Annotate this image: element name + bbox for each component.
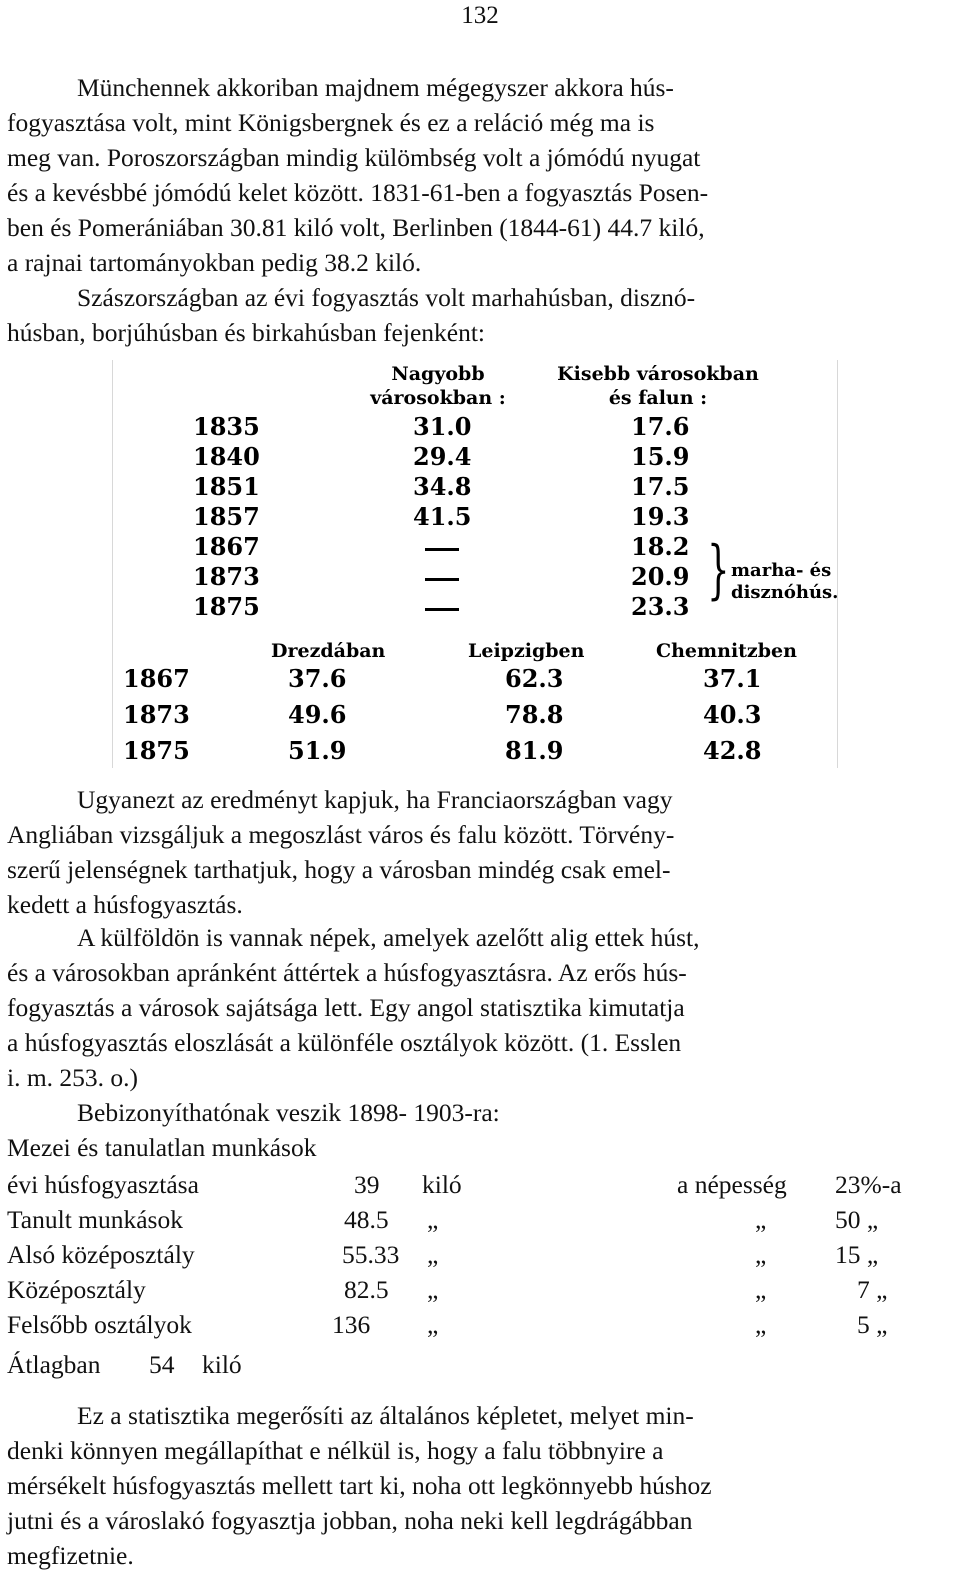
row-unit: kiló [422,1170,462,1199]
row-pop: 15 „ [835,1240,879,1269]
value-cell: 31.0 [413,412,472,441]
text-line: denki könnyen megállapíthat e nélkül is, hogy a falu többnyire a [7,1436,664,1465]
row-label: Középosztály [7,1275,146,1304]
value-cell: 51.9 [288,736,347,765]
scanned-table [112,360,838,768]
header-line: Nagyobb [391,363,485,385]
row-label: Felsőbb osztályok [7,1310,192,1339]
value-cell: 40.3 [703,700,762,729]
header-larger-cities [353,362,523,410]
text-line: Ez a statisztika megerősíti az általános képletet, melyet min- [77,1401,694,1430]
text-line: megfizetnie. [7,1541,134,1570]
header-line: Kisebb városokban [557,363,759,385]
value-cell: 15.9 [631,442,690,471]
paragraph-4 [7,920,947,1095]
year-cell: 1840 [193,442,260,471]
text-line: kedett a húsfogyasztás. [7,890,243,919]
text-line: fogyasztás a városok sajátsága lett. Egy angol statisztika kimutatja [7,993,685,1022]
value-cell: 81.9 [505,736,564,765]
year-cell: 1867 [193,532,260,561]
text-line: A külföldön is vannak népek, amelyek azelőtt alig ettek húst, [77,923,700,952]
year-cell: 1873 [123,700,190,729]
dash-mark [425,548,459,551]
paragraph-1 [7,70,947,280]
text-line: Angliában vizsgáljuk a megoszlást város és falu között. Törvény- [7,820,675,849]
row-pop: 50 „ [835,1205,879,1234]
header-chemnitz: Chemnitzben [656,640,797,662]
text-line: meg van. Poroszországban mindig külömbség volt a jómódú nyugat [7,143,701,172]
text-line: és a városokban apránként áttértek a húsfogyasztásra. Az erős hús- [7,958,687,987]
year-cell: 1875 [123,736,190,765]
header-line: városokban : [370,387,506,409]
header-leipzig: Leipzigben [468,640,585,662]
year-cell: 1835 [193,412,260,441]
row-value: 82.5 [344,1275,389,1304]
value-cell: 78.8 [505,700,564,729]
text-line: Münchennek akkoriban majdnem mégegyszer akkora hús- [77,73,674,102]
text-line: i. m. 253. o.) [7,1063,139,1092]
text-line: a rajnai tartományokban pedig 38.2 kiló. [7,248,422,277]
row-value: 48.5 [344,1205,389,1234]
row-value: 39 [354,1170,380,1199]
row-pop: 5 „ [857,1310,888,1339]
row-pop-label: „ [755,1240,767,1269]
average-value: 54 [149,1350,175,1379]
value-cell: 42.8 [703,736,762,765]
value-cell: 62.3 [505,664,564,693]
paragraph-2 [7,280,947,350]
row-pop: 7 „ [857,1275,888,1304]
dash-mark [425,608,459,611]
note-line: disznóhús. [731,582,839,603]
year-cell: 1867 [123,664,190,693]
value-cell: 23.3 [631,592,690,621]
average-unit: kiló [202,1350,242,1379]
text-line: húsban, borjúhúsban és birkahúsban fejenként: [7,318,486,347]
paragraph-6 [7,1398,947,1573]
row-value: 55.33 [342,1240,400,1269]
text-line: szerű jelenségnek tarthatjuk, hogy a városban mindég csak emel- [7,855,671,884]
paragraph-3 [7,782,947,922]
header-line: és falun : [608,387,708,409]
text-line: Bebizonyíthatónak veszik 1898- 1903-ra: [77,1098,500,1127]
brace-mark: } [707,533,730,607]
row-label: Alsó középosztály [7,1240,195,1269]
paragraph-5 [7,1095,947,1165]
value-cell: 34.8 [413,472,472,501]
value-cell: 37.6 [288,664,347,693]
year-cell: 1851 [193,472,260,501]
text-line: Ugyanezt az eredményt kapjuk, ha Franciaországban vagy [77,785,673,814]
consumption-row [7,1205,947,1240]
row-unit: „ [427,1275,439,1304]
row-pop-label: „ [755,1275,767,1304]
text-line: fogyasztása volt, mint Königsbergnek és ez a reláció még ma is [7,108,655,137]
consumption-row [7,1240,947,1275]
value-cell: 37.1 [703,664,762,693]
brace-note [731,560,838,604]
header-dresden: Drezdában [271,640,386,662]
average-row [7,1350,947,1385]
value-cell: 29.4 [413,442,472,471]
text-line: és a kevésbbé jómódú kelet között. 1831-61-ben a fogyasztás Posen- [7,178,709,207]
row-label: Tanult munkások [7,1205,183,1234]
year-cell: 1875 [193,592,260,621]
text-line: a húsfogyasztás eloszlását a különféle osztályok között. (1. Esslen [7,1028,682,1057]
row-unit: „ [427,1205,439,1234]
text-line: Szászországban az évi fogyasztás volt marhahúsban, disznó- [77,283,696,312]
row-pop: 23%-a [835,1170,902,1199]
text-line: ben és Pomerániában 30.81 kiló volt, Berlinben (1844-61) 44.7 kiló, [7,213,705,242]
average-label: Átlagban [7,1350,101,1379]
dash-mark [425,578,459,581]
header-smaller-towns [543,362,773,410]
year-cell: 1873 [193,562,260,591]
value-cell: 49.6 [288,700,347,729]
row-pop-label: a népesség [677,1170,787,1199]
year-cell: 1857 [193,502,260,531]
row-pop-label: „ [755,1310,767,1339]
value-cell: 41.5 [413,502,472,531]
list-intro: Mezei és tanulatlan munkások [7,1133,317,1162]
row-unit: „ [427,1240,439,1269]
page-number: 132 [461,2,499,29]
text-line: jutni és a városlakó fogyasztja jobban, noha neki kell legdrágábban [7,1506,693,1535]
consumption-row [7,1275,947,1310]
row-value: 136 [332,1310,371,1339]
row-pop-label: „ [755,1205,767,1234]
value-cell: 17.6 [631,412,690,441]
consumption-row [7,1310,947,1345]
row-label: évi húsfogyasztása [7,1170,199,1199]
value-cell: 18.2 [631,532,690,561]
row-unit: „ [427,1310,439,1339]
consumption-row [7,1170,947,1205]
value-cell: 19.3 [631,502,690,531]
text-line: mérsékelt húsfogyasztás mellett tart ki, noha ott legkönnyebb húshoz [7,1471,712,1500]
value-cell: 17.5 [631,472,690,501]
note-line: marha- és [731,560,832,581]
value-cell: 20.9 [631,562,690,591]
